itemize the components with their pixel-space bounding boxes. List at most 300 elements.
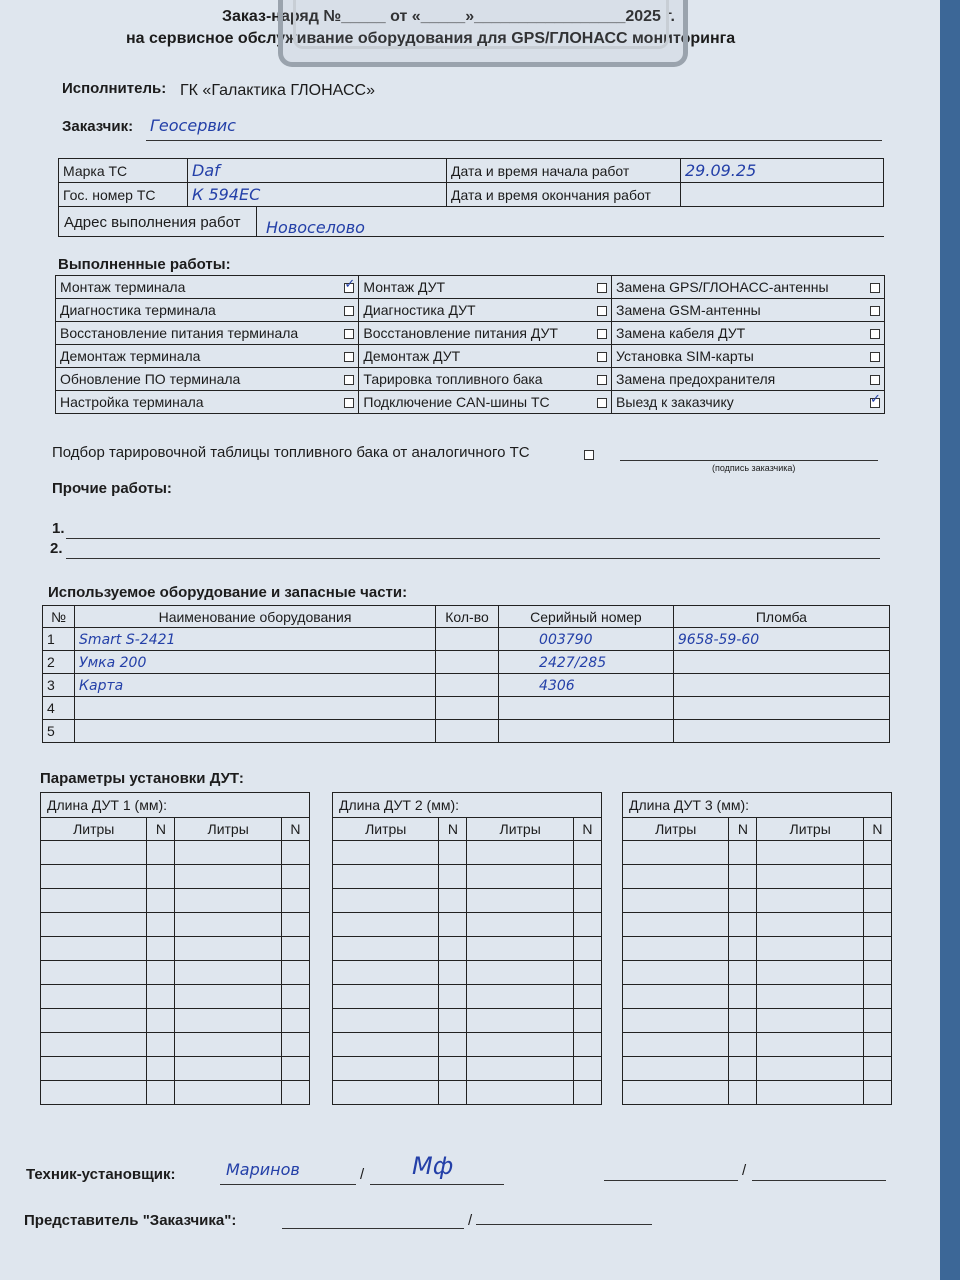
dut-cell[interactable] bbox=[573, 889, 601, 913]
work-col2-5 bbox=[359, 391, 612, 414]
rep-label: Представитель "Заказчика": bbox=[24, 1212, 237, 1229]
dut-row bbox=[333, 841, 602, 865]
equipment-cell-serial: 4306 bbox=[499, 674, 674, 697]
dut-cell[interactable] bbox=[281, 841, 309, 865]
work-col2-1 bbox=[359, 299, 612, 322]
dut-cell[interactable] bbox=[623, 985, 729, 1009]
dut-cell[interactable] bbox=[439, 1009, 467, 1033]
dut-cell[interactable] bbox=[281, 961, 309, 985]
work-label: Диагностика терминала bbox=[60, 302, 216, 318]
dut-header: N bbox=[281, 818, 309, 841]
dut-cell[interactable] bbox=[757, 1081, 863, 1105]
work-checkbox[interactable] bbox=[344, 283, 354, 293]
dut-cell[interactable] bbox=[333, 937, 439, 961]
clipboard-clip bbox=[278, 0, 688, 67]
dut-cell[interactable] bbox=[623, 1033, 729, 1057]
equipment-cell-seal bbox=[673, 674, 889, 697]
dut-row bbox=[41, 1009, 310, 1033]
dut-row bbox=[41, 889, 310, 913]
dut-cell[interactable] bbox=[729, 841, 757, 865]
equipment-row bbox=[43, 674, 890, 697]
dut-cell[interactable] bbox=[333, 961, 439, 985]
dut-cell[interactable] bbox=[623, 961, 729, 985]
work-checkbox[interactable] bbox=[597, 375, 607, 385]
dut-row bbox=[41, 961, 310, 985]
plate-value: К 594ЕС bbox=[188, 183, 447, 207]
work-label: Монтаж терминала bbox=[60, 279, 186, 295]
dut-cell[interactable] bbox=[147, 985, 175, 1009]
equipment-cell-name: Карта bbox=[75, 674, 436, 697]
dut-cell[interactable] bbox=[41, 985, 147, 1009]
tech-name-line bbox=[220, 1184, 356, 1185]
dut-cell[interactable] bbox=[439, 865, 467, 889]
tech-label: Техник-установщик: bbox=[26, 1166, 176, 1183]
dut-cell[interactable] bbox=[863, 889, 891, 913]
dut-cell[interactable] bbox=[281, 913, 309, 937]
dut-cell[interactable] bbox=[757, 913, 863, 937]
work-checkbox[interactable] bbox=[344, 398, 354, 408]
dut-cell[interactable] bbox=[573, 865, 601, 889]
dut-cell[interactable] bbox=[729, 889, 757, 913]
dut-table-3 bbox=[622, 792, 892, 1105]
work-col1-3 bbox=[56, 345, 359, 368]
form-subtitle: на сервисное обслуживание оборудования для GPS/ГЛОНАСС мониторинга bbox=[126, 30, 736, 47]
dut-cell[interactable] bbox=[333, 889, 439, 913]
equipment-cell-seal bbox=[673, 697, 889, 720]
dut-cell[interactable] bbox=[757, 1033, 863, 1057]
dut-row bbox=[623, 961, 892, 985]
work-col1-0 bbox=[56, 276, 359, 299]
dut-cell[interactable] bbox=[863, 985, 891, 1009]
start-label: Дата и время начала работ bbox=[447, 159, 681, 183]
dut-title-cell: Длина ДУТ 3 (мм): bbox=[623, 793, 892, 818]
dut-cell[interactable] bbox=[863, 937, 891, 961]
dut-cell[interactable] bbox=[281, 865, 309, 889]
dut-cell[interactable] bbox=[439, 841, 467, 865]
equipment-cell-qty bbox=[435, 628, 498, 651]
dut-cell[interactable] bbox=[175, 1081, 281, 1105]
work-label: Монтаж ДУТ bbox=[363, 279, 446, 295]
dut-cell[interactable] bbox=[41, 841, 147, 865]
dut-row bbox=[41, 1057, 310, 1081]
work-label: Демонтаж терминала bbox=[60, 348, 201, 364]
dut-cell[interactable] bbox=[757, 865, 863, 889]
dut-cell[interactable] bbox=[439, 1081, 467, 1105]
dut-cell[interactable] bbox=[333, 1033, 439, 1057]
dut-cell[interactable] bbox=[333, 913, 439, 937]
dut-title-cell: Длина ДУТ 1 (мм): bbox=[41, 793, 310, 818]
dut-cell[interactable] bbox=[863, 1057, 891, 1081]
work-col3-4 bbox=[612, 368, 885, 391]
work-col1-2 bbox=[56, 322, 359, 345]
work-col2-2 bbox=[359, 322, 612, 345]
start-value: 29.09.25 bbox=[681, 159, 884, 183]
dut-cell[interactable] bbox=[147, 865, 175, 889]
work-checkbox[interactable] bbox=[870, 306, 880, 316]
equipment-cell-n: 3 bbox=[43, 674, 75, 697]
address-label: Адрес выполнения работ bbox=[64, 214, 241, 231]
dut-row bbox=[623, 937, 892, 961]
dut-cell[interactable] bbox=[757, 841, 863, 865]
dut-cell[interactable] bbox=[41, 1033, 147, 1057]
work-col2-3 bbox=[359, 345, 612, 368]
dut-cell[interactable] bbox=[863, 961, 891, 985]
dut-cell[interactable] bbox=[147, 889, 175, 913]
work-label: Подключение CAN-шины ТС bbox=[363, 394, 550, 410]
address-value: Новоселово bbox=[266, 218, 365, 237]
equipment-header: Пломба bbox=[673, 606, 889, 628]
equipment-cell-serial bbox=[499, 697, 674, 720]
other-line-1 bbox=[66, 538, 880, 539]
dut-cell[interactable] bbox=[175, 1057, 281, 1081]
dut-cell[interactable] bbox=[147, 1057, 175, 1081]
dut-row bbox=[41, 937, 310, 961]
work-checkbox[interactable] bbox=[597, 306, 607, 316]
dut-row bbox=[41, 985, 310, 1009]
equipment-cell-name bbox=[75, 720, 436, 743]
rep-line-a bbox=[282, 1228, 464, 1229]
dut-cell[interactable] bbox=[41, 913, 147, 937]
other-num-1: 1. bbox=[52, 520, 65, 537]
dut-title: Параметры установки ДУТ: bbox=[40, 770, 244, 787]
work-col1-4 bbox=[56, 368, 359, 391]
tariff-checkbox[interactable] bbox=[584, 450, 594, 460]
dut-row bbox=[333, 1057, 602, 1081]
dut-cell[interactable] bbox=[281, 1081, 309, 1105]
dut-row bbox=[333, 1033, 602, 1057]
equipment-cell-seal: 9658-59-60 bbox=[673, 628, 889, 651]
dut-header: Литры bbox=[757, 818, 863, 841]
equipment-row bbox=[43, 628, 890, 651]
work-label: Замена предохранителя bbox=[616, 371, 776, 387]
dut-cell[interactable] bbox=[863, 913, 891, 937]
tech2-line-a bbox=[604, 1180, 738, 1181]
work-checkbox[interactable] bbox=[597, 398, 607, 408]
dut-row bbox=[333, 937, 602, 961]
equipment-row bbox=[43, 720, 890, 743]
dut-cell[interactable] bbox=[467, 985, 573, 1009]
dut-cell[interactable] bbox=[281, 1033, 309, 1057]
dut-cell[interactable] bbox=[281, 1009, 309, 1033]
dut-cell[interactable] bbox=[175, 937, 281, 961]
dut-cell[interactable] bbox=[623, 1057, 729, 1081]
dut-cell[interactable] bbox=[573, 1009, 601, 1033]
dut-cell[interactable] bbox=[729, 913, 757, 937]
dut-cell[interactable] bbox=[757, 889, 863, 913]
work-label: Установка SIM-карты bbox=[616, 348, 754, 364]
work-label: Диагностика ДУТ bbox=[363, 302, 476, 318]
dut-cell[interactable] bbox=[863, 1033, 891, 1057]
dut-cell[interactable] bbox=[175, 1033, 281, 1057]
work-checkbox[interactable] bbox=[597, 352, 607, 362]
dut-cell[interactable] bbox=[623, 865, 729, 889]
dut-header: N bbox=[573, 818, 601, 841]
work-col3-0 bbox=[612, 276, 885, 299]
work-checkbox[interactable] bbox=[344, 375, 354, 385]
equipment-cell-n: 1 bbox=[43, 628, 75, 651]
dut-header: N bbox=[439, 818, 467, 841]
dut-cell[interactable] bbox=[467, 1081, 573, 1105]
dut-cell[interactable] bbox=[333, 1057, 439, 1081]
equipment-cell-serial bbox=[499, 720, 674, 743]
tariff-sign-caption: (подпись заказчика) bbox=[712, 463, 796, 473]
dut-cell[interactable] bbox=[175, 1009, 281, 1033]
tech2-slash: / bbox=[742, 1162, 747, 1179]
dut-cell[interactable] bbox=[281, 1057, 309, 1081]
dut-cell[interactable] bbox=[573, 1081, 601, 1105]
dut-cell[interactable] bbox=[333, 841, 439, 865]
dut-cell[interactable] bbox=[757, 1057, 863, 1081]
dut-cell[interactable] bbox=[439, 937, 467, 961]
dut-cell[interactable] bbox=[467, 913, 573, 937]
tech-signature: Мф bbox=[412, 1152, 454, 1180]
end-value bbox=[681, 183, 884, 207]
dut-cell[interactable] bbox=[439, 1057, 467, 1081]
work-col2-4 bbox=[359, 368, 612, 391]
equipment-cell-serial: 2427/285 bbox=[499, 651, 674, 674]
vehicle-table bbox=[58, 158, 884, 207]
dut-cell[interactable] bbox=[147, 1081, 175, 1105]
dut-cell[interactable] bbox=[863, 865, 891, 889]
dut-row bbox=[623, 841, 892, 865]
dut-row bbox=[41, 865, 310, 889]
dut-cell[interactable] bbox=[467, 1057, 573, 1081]
dut-cell[interactable] bbox=[623, 841, 729, 865]
dut-cell[interactable] bbox=[41, 961, 147, 985]
dut-header: Литры bbox=[467, 818, 573, 841]
dut-header: Литры bbox=[41, 818, 147, 841]
dut-row bbox=[623, 985, 892, 1009]
dut-cell[interactable] bbox=[147, 913, 175, 937]
dut-cell[interactable] bbox=[863, 841, 891, 865]
equipment-cell-seal bbox=[673, 720, 889, 743]
equipment-header: Наименование оборудования bbox=[75, 606, 436, 628]
dut-cell[interactable] bbox=[573, 1057, 601, 1081]
equipment-header: № bbox=[43, 606, 75, 628]
dut-row bbox=[333, 961, 602, 985]
dut-cell[interactable] bbox=[729, 1057, 757, 1081]
work-checkbox[interactable] bbox=[597, 329, 607, 339]
work-label: Замена GPS/ГЛОНАСС-антенны bbox=[616, 279, 829, 295]
work-label: Восстановление питания терминала bbox=[60, 325, 299, 341]
dut-header: Литры bbox=[623, 818, 729, 841]
equipment-cell-seal bbox=[673, 651, 889, 674]
tech-sig-line bbox=[370, 1184, 504, 1185]
address-border-mid bbox=[256, 206, 257, 236]
dut-cell[interactable] bbox=[41, 889, 147, 913]
dut-cell[interactable] bbox=[467, 961, 573, 985]
dut-cell[interactable] bbox=[147, 1033, 175, 1057]
work-checkbox[interactable] bbox=[870, 329, 880, 339]
work-checkbox[interactable] bbox=[870, 398, 880, 408]
dut-row bbox=[333, 985, 602, 1009]
equipment-cell-n: 5 bbox=[43, 720, 75, 743]
dut-cell[interactable] bbox=[573, 937, 601, 961]
dut-cell[interactable] bbox=[467, 937, 573, 961]
dut-cell[interactable] bbox=[175, 985, 281, 1009]
work-label: Настройка терминала bbox=[60, 394, 204, 410]
dut-cell[interactable] bbox=[41, 1057, 147, 1081]
dut-row bbox=[333, 913, 602, 937]
dut-cell[interactable] bbox=[623, 937, 729, 961]
dut-cell[interactable] bbox=[729, 985, 757, 1009]
clip-wire bbox=[293, 0, 669, 49]
equipment-cell-qty bbox=[435, 651, 498, 674]
dut-cell[interactable] bbox=[729, 1081, 757, 1105]
dut-cell[interactable] bbox=[729, 961, 757, 985]
equipment-cell-name: Smart S-2421 bbox=[75, 628, 436, 651]
dut-cell[interactable] bbox=[573, 841, 601, 865]
work-col1-5 bbox=[56, 391, 359, 414]
dut-cell[interactable] bbox=[281, 937, 309, 961]
brand-value: Daf bbox=[188, 159, 447, 183]
work-label: Замена GSM-антенны bbox=[616, 302, 761, 318]
dut-row bbox=[333, 1081, 602, 1105]
dut-cell[interactable] bbox=[439, 889, 467, 913]
dut-row bbox=[333, 1009, 602, 1033]
dut-cell[interactable] bbox=[757, 961, 863, 985]
dut-cell[interactable] bbox=[147, 937, 175, 961]
dut-row bbox=[623, 889, 892, 913]
works-table bbox=[55, 275, 885, 414]
dut-cell[interactable] bbox=[757, 985, 863, 1009]
dut-cell[interactable] bbox=[439, 1033, 467, 1057]
equipment-cell-name bbox=[75, 697, 436, 720]
dut-cell[interactable] bbox=[467, 841, 573, 865]
dut-cell[interactable] bbox=[175, 889, 281, 913]
dut-cell[interactable] bbox=[175, 841, 281, 865]
folder-edge bbox=[940, 0, 960, 1280]
dut-cell[interactable] bbox=[147, 841, 175, 865]
address-line bbox=[58, 236, 884, 237]
work-checkbox[interactable] bbox=[597, 283, 607, 293]
dut-cell[interactable] bbox=[41, 937, 147, 961]
equipment-title: Используемое оборудование и запасные части: bbox=[48, 584, 408, 601]
work-col3-5 bbox=[612, 391, 885, 414]
dut-cell[interactable] bbox=[573, 1033, 601, 1057]
equipment-cell-qty bbox=[435, 720, 498, 743]
work-checkbox[interactable] bbox=[344, 352, 354, 362]
dut-cell[interactable] bbox=[41, 865, 147, 889]
dut-row bbox=[41, 1081, 310, 1105]
equipment-cell-n: 2 bbox=[43, 651, 75, 674]
dut-row bbox=[623, 1033, 892, 1057]
dut-cell[interactable] bbox=[863, 1009, 891, 1033]
other-line-2 bbox=[66, 558, 880, 559]
dut-cell[interactable] bbox=[729, 1009, 757, 1033]
dut-cell[interactable] bbox=[333, 1009, 439, 1033]
dut-row bbox=[623, 1057, 892, 1081]
equipment-table bbox=[42, 605, 890, 743]
work-col3-3 bbox=[612, 345, 885, 368]
dut-cell[interactable] bbox=[623, 1081, 729, 1105]
dut-cell[interactable] bbox=[147, 961, 175, 985]
dut-row bbox=[623, 865, 892, 889]
dut-cell[interactable] bbox=[729, 937, 757, 961]
work-label: Восстановление питания ДУТ bbox=[363, 325, 558, 341]
rep-slash: / bbox=[468, 1212, 473, 1229]
equipment-row bbox=[43, 651, 890, 674]
equipment-cell-n: 4 bbox=[43, 697, 75, 720]
dut-cell[interactable] bbox=[439, 913, 467, 937]
dut-cell[interactable] bbox=[333, 1081, 439, 1105]
equipment-cell-serial: 003790 bbox=[499, 628, 674, 651]
dut-cell[interactable] bbox=[439, 961, 467, 985]
dut-title-cell: Длина ДУТ 2 (мм): bbox=[333, 793, 602, 818]
dut-cell[interactable] bbox=[467, 865, 573, 889]
dut-row bbox=[333, 889, 602, 913]
dut-cell[interactable] bbox=[573, 961, 601, 985]
other-num-2: 2. bbox=[50, 540, 63, 557]
dut-row bbox=[623, 1009, 892, 1033]
plate-label: Гос. номер ТС bbox=[59, 183, 188, 207]
dut-header: N bbox=[147, 818, 175, 841]
dut-cell[interactable] bbox=[467, 889, 573, 913]
dut-row bbox=[41, 1033, 310, 1057]
dut-cell[interactable] bbox=[467, 1033, 573, 1057]
dut-cell[interactable] bbox=[729, 865, 757, 889]
equipment-cell-name: Умка 200 bbox=[75, 651, 436, 674]
work-checkbox[interactable] bbox=[870, 375, 880, 385]
dut-cell[interactable] bbox=[333, 985, 439, 1009]
dut-cell[interactable] bbox=[467, 1009, 573, 1033]
equipment-header: Серийный номер bbox=[499, 606, 674, 628]
dut-header: N bbox=[729, 818, 757, 841]
dut-cell[interactable] bbox=[623, 1009, 729, 1033]
dut-cell[interactable] bbox=[729, 1033, 757, 1057]
dut-cell[interactable] bbox=[281, 889, 309, 913]
tech-slash: / bbox=[360, 1166, 365, 1183]
end-label: Дата и время окончания работ bbox=[447, 183, 681, 207]
dut-cell[interactable] bbox=[281, 985, 309, 1009]
dut-cell[interactable] bbox=[175, 961, 281, 985]
dut-cell[interactable] bbox=[175, 913, 281, 937]
dut-cell[interactable] bbox=[757, 937, 863, 961]
work-checkbox[interactable] bbox=[870, 283, 880, 293]
dut-cell[interactable] bbox=[573, 985, 601, 1009]
dut-cell[interactable] bbox=[147, 1009, 175, 1033]
dut-cell[interactable] bbox=[439, 985, 467, 1009]
executor-value: ГК «Галактика ГЛОНАСС» bbox=[180, 82, 375, 99]
tariff-label: Подбор тарировочной таблицы топливного бака от аналогичного ТС bbox=[52, 444, 530, 461]
dut-cell[interactable] bbox=[41, 1009, 147, 1033]
address-border-left bbox=[58, 206, 59, 236]
work-label: Замена кабеля ДУТ bbox=[616, 325, 746, 341]
rep-line-b bbox=[476, 1224, 652, 1225]
dut-row bbox=[41, 913, 310, 937]
work-checkbox[interactable] bbox=[870, 352, 880, 362]
work-col2-0 bbox=[359, 276, 612, 299]
work-col3-2 bbox=[612, 322, 885, 345]
dut-cell[interactable] bbox=[863, 1081, 891, 1105]
dut-cell[interactable] bbox=[623, 889, 729, 913]
customer-value: Геосервис bbox=[150, 116, 236, 135]
dut-cell[interactable] bbox=[623, 913, 729, 937]
work-col3-1 bbox=[612, 299, 885, 322]
dut-cell[interactable] bbox=[333, 865, 439, 889]
dut-cell[interactable] bbox=[757, 1009, 863, 1033]
equipment-row bbox=[43, 697, 890, 720]
equipment-header: Кол-во bbox=[435, 606, 498, 628]
work-label: Тарировка топливного бака bbox=[363, 371, 543, 387]
dut-cell[interactable] bbox=[175, 865, 281, 889]
dut-table-2 bbox=[332, 792, 602, 1105]
work-checkbox[interactable] bbox=[344, 329, 354, 339]
tech2-line-b bbox=[752, 1180, 886, 1181]
dut-cell[interactable] bbox=[573, 913, 601, 937]
work-checkbox[interactable] bbox=[344, 306, 354, 316]
dut-cell[interactable] bbox=[41, 1081, 147, 1105]
